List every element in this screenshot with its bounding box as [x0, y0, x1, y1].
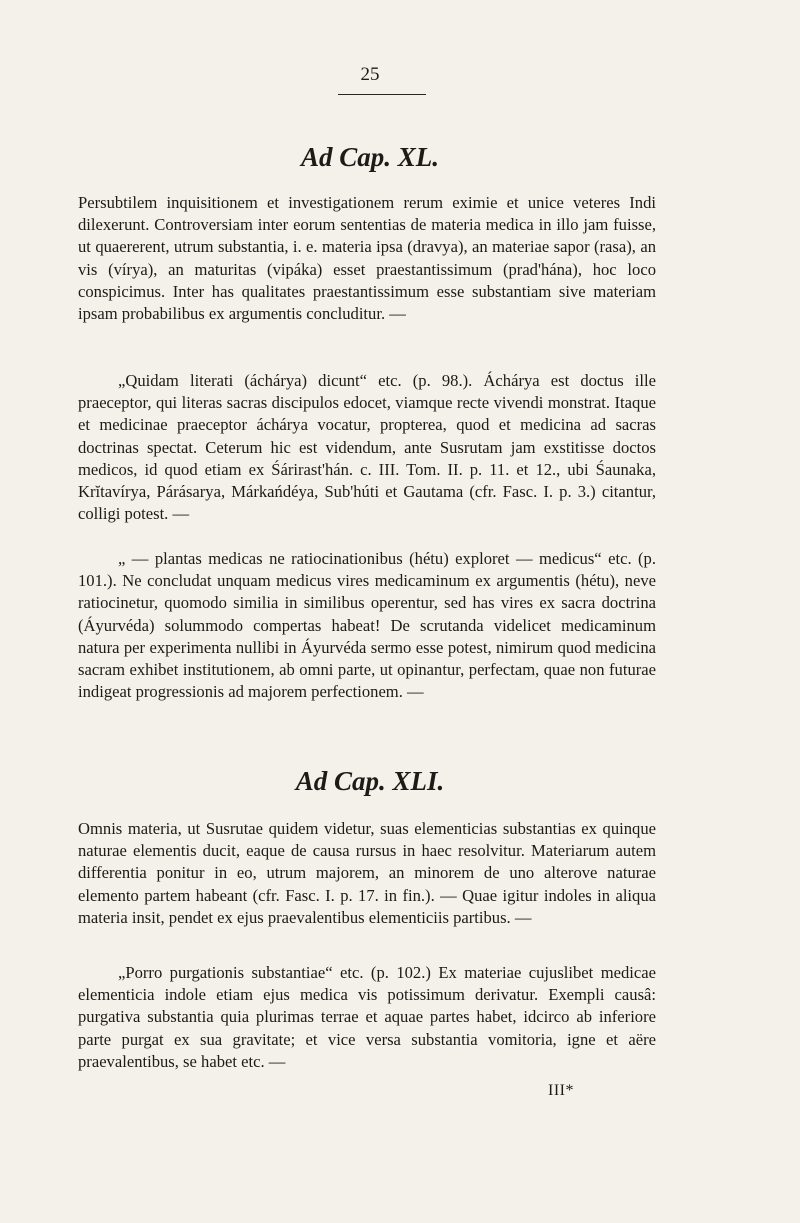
- paragraph: „ — plantas medicas ne ratiocinationibus (hétu) exploret — medicus“ etc. (p. 101.). Ne concludat unquam medicus vires medicaminum ex argumentis (hétu), neve ratiocinetur, quomodo similia in similibus operentur, sed has vires ex sacra doctrina (Áyurvéda) solummodo compertas habeat! De scrutanda videlicet medicaminum natura per experimenta nullibi in Áyurvéda sermo esse potest, nimirum quod medicina sacram exhibet institutionem, ab omni parte, ut opinantur, perfectam, quae non futurae indigeat progressionis ad majorem perfectionem. —: [78, 549, 656, 702]
- paragraph: „Porro purgationis substantiae“ etc. (p. 102.) Ex materiae cujuslibet medicae elementicia indole etiam ejus medica vis potissimum derivatur. Exempli causâ: purgativa substantia quia plurimas terrae et aquae partes habet, idcirco ab inferiore parte purgat ex sua gravitate; et vice versa substantia vomitoria, igne et aëre praevalentibus, se habet etc. —: [78, 963, 656, 1071]
- section-heading: Ad Cap. XLI.: [295, 766, 445, 796]
- signature-mark: III*: [548, 1082, 574, 1099]
- paragraph: Persubtilem inquisitionem et investigationem rerum eximie et unice veteres Indi dilexerunt. Controversiam inter eorum sententias de materia medica in illo jam fuisse, ut quaererent, utrum substantia, i. e. materia ipsa (dravya), an materiae sapor (rasa), an vis (vírya), an maturitas (vipáka) esset praestantissimum (prad'hána), hoc loco conspicimus. Inter has qualitates praestantissimum esse substantiam sive materiam ipsam probabilibus ex argumentis concluditur. —: [78, 193, 656, 324]
- page-number-rule: [338, 94, 426, 95]
- page-number: 25: [360, 64, 380, 85]
- paragraph: „Quidam literati (áchárya) dicunt“ etc. (p. 98.). Áchárya est doctus ille praeceptor, qui literas sacras discipulos edocet, viamque recte vivendi monstrat. Itaque et medicinae praeceptor áchárya vocatur, propterea, quod et medicina ad sacras doctrinas spectat. Ceterum hic est videndum, ante Susrutam jam exstitisse doctos medicos, id quod etiam ex Śárirast'hán. c. III. Tom. II. p. 11. et 12., ubi Śaunaka, Krĭtavírya, Párásarya, Márkańdéya, Sub'húti et Gautama (cfr. Fasc. I. p. 3.) citantur, colligi potest. —: [78, 371, 656, 524]
- paragraph: Omnis materia, ut Susrutae quidem videtur, suas elementicias substantias ex quinque naturae elementis ducit, eaque de causa rursus in haec resolvitur. Materiarum autem differentia ponitur in eo, utrum majorem, an minorem de uno alterove naturae elemento partem habeant (cfr. Fasc. I. p. 17. in fin.). — Quae igitur indoles in aliqua materia insit, pendet ex ejus praevalentibus elementiciis partibus. —: [78, 819, 656, 927]
- section-heading: Ad Cap. XL.: [300, 142, 440, 172]
